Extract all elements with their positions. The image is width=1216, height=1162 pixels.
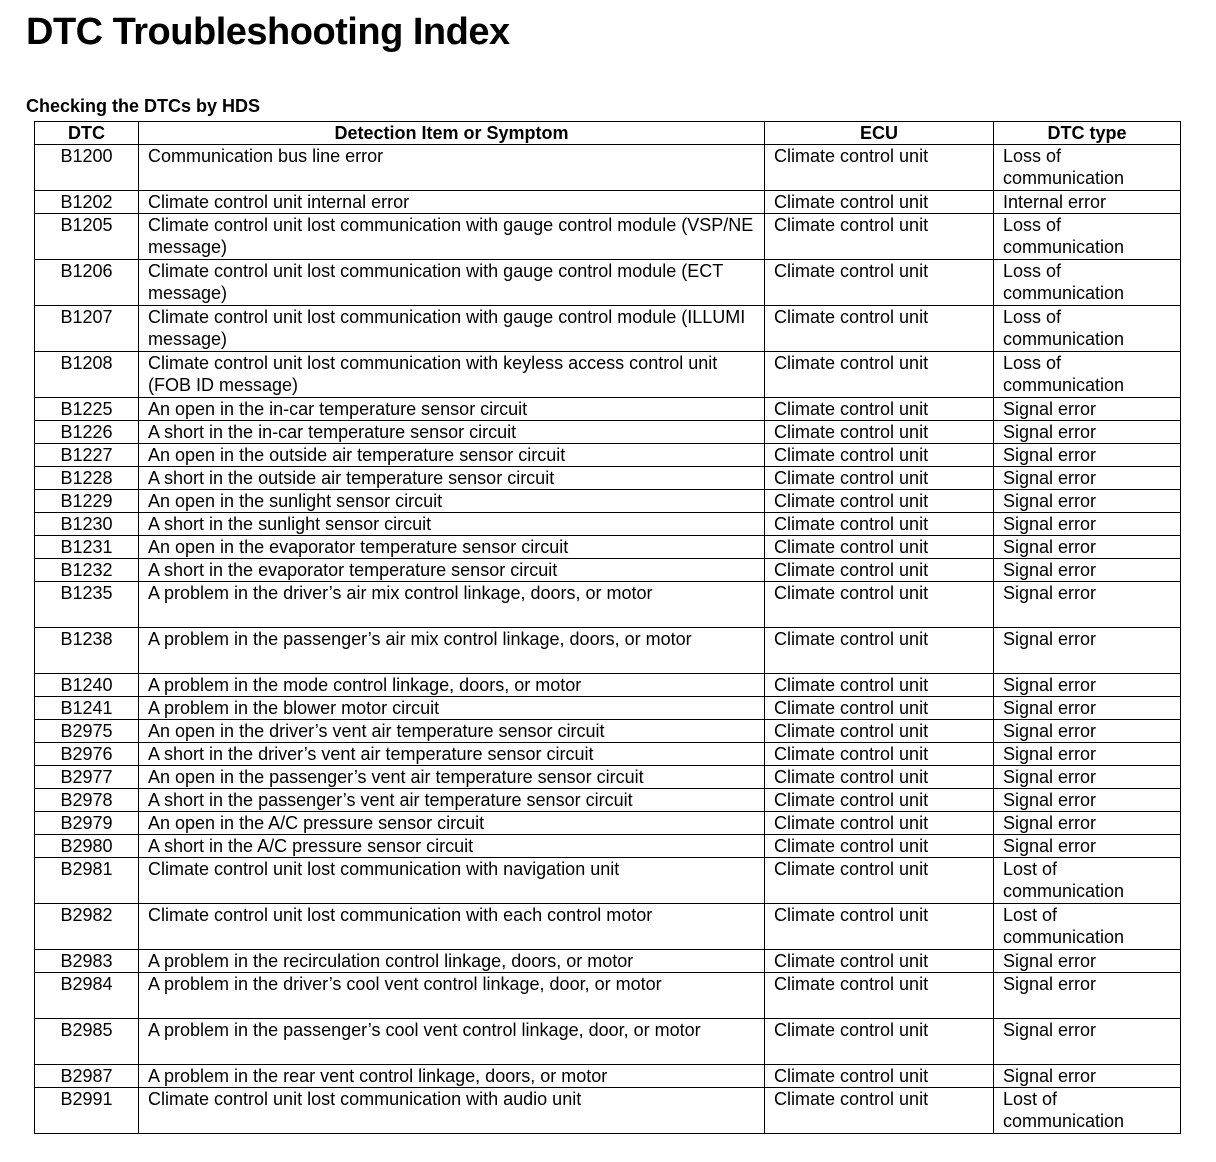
ecu-name: Climate control unit <box>765 1019 994 1065</box>
dtc-code: B1230 <box>35 513 139 536</box>
dtc-type: Signal error <box>994 513 1181 536</box>
ecu-name: Climate control unit <box>765 214 994 260</box>
detection-item: A problem in the recirculation control linkage, doors, or motor <box>139 950 765 973</box>
ecu-name: Climate control unit <box>765 628 994 674</box>
dtc-code: B1202 <box>35 191 139 214</box>
dtc-code: B2978 <box>35 789 139 812</box>
dtc-type: Loss of communication <box>994 214 1181 260</box>
detection-item: Climate control unit lost communication with each control motor <box>139 904 765 950</box>
ecu-name: Climate control unit <box>765 421 994 444</box>
ecu-name: Climate control unit <box>765 697 994 720</box>
ecu-name: Climate control unit <box>765 145 994 191</box>
dtc-code: B1226 <box>35 421 139 444</box>
dtc-type: Signal error <box>994 1019 1181 1065</box>
table-row <box>35 1088 1181 1134</box>
dtc-code: B1225 <box>35 398 139 421</box>
table-row <box>35 260 1181 306</box>
table-row <box>35 145 1181 191</box>
ecu-name: Climate control unit <box>765 1088 994 1134</box>
dtc-code: B2976 <box>35 743 139 766</box>
dtc-code: B2987 <box>35 1065 139 1088</box>
dtc-type: Signal error <box>994 789 1181 812</box>
dtc-type: Signal error <box>994 490 1181 513</box>
dtc-code: B2980 <box>35 835 139 858</box>
detection-item: An open in the A/C pressure sensor circuit <box>139 812 765 835</box>
dtc-code: B1231 <box>35 536 139 559</box>
table-row <box>35 628 1181 674</box>
dtc-type: Signal error <box>994 421 1181 444</box>
dtc-type: Loss of communication <box>994 306 1181 352</box>
detection-item: A problem in the driver’s cool vent control linkage, door, or motor <box>139 973 765 1019</box>
dtc-code: B1238 <box>35 628 139 674</box>
ecu-name: Climate control unit <box>765 398 994 421</box>
dtc-code: B2979 <box>35 812 139 835</box>
table-row <box>35 973 1181 1019</box>
table-header-row <box>35 122 1181 145</box>
dtc-type: Signal error <box>994 812 1181 835</box>
table-row <box>35 674 1181 697</box>
ecu-name: Climate control unit <box>765 513 994 536</box>
ecu-name: Climate control unit <box>765 674 994 697</box>
ecu-name: Climate control unit <box>765 973 994 1019</box>
dtc-table <box>34 121 1181 1134</box>
table-row <box>35 467 1181 490</box>
detection-item: A problem in the passenger’s cool vent control linkage, door, or motor <box>139 1019 765 1065</box>
dtc-code: B1241 <box>35 697 139 720</box>
detection-item: An open in the in-car temperature sensor circuit <box>139 398 765 421</box>
dtc-code: B1205 <box>35 214 139 260</box>
table-row <box>35 1065 1181 1088</box>
table-row <box>35 904 1181 950</box>
dtc-type: Signal error <box>994 950 1181 973</box>
detection-item: A problem in the mode control linkage, doors, or motor <box>139 674 765 697</box>
detection-item: An open in the sunlight sensor circuit <box>139 490 765 513</box>
dtc-type: Lost of communication <box>994 1088 1181 1134</box>
detection-item: A short in the evaporator temperature sensor circuit <box>139 559 765 582</box>
ecu-name: Climate control unit <box>765 444 994 467</box>
table-row <box>35 191 1181 214</box>
table-row <box>35 858 1181 904</box>
detection-item: An open in the evaporator temperature sensor circuit <box>139 536 765 559</box>
ecu-name: Climate control unit <box>765 260 994 306</box>
ecu-name: Climate control unit <box>765 812 994 835</box>
detection-item: Climate control unit lost communication with audio unit <box>139 1088 765 1134</box>
detection-item: A short in the A/C pressure sensor circuit <box>139 835 765 858</box>
col-header-type: DTC type <box>994 122 1181 145</box>
dtc-code: B1240 <box>35 674 139 697</box>
col-header-detection: Detection Item or Symptom <box>139 122 765 145</box>
dtc-code: B1227 <box>35 444 139 467</box>
dtc-type: Internal error <box>994 191 1181 214</box>
table-row <box>35 766 1181 789</box>
dtc-type: Signal error <box>994 720 1181 743</box>
detection-item: Climate control unit lost communication with navigation unit <box>139 858 765 904</box>
dtc-code: B2982 <box>35 904 139 950</box>
page-title: DTC Troubleshooting Index <box>26 11 510 53</box>
dtc-type: Signal error <box>994 973 1181 1019</box>
table-row <box>35 513 1181 536</box>
dtc-code: B1206 <box>35 260 139 306</box>
ecu-name: Climate control unit <box>765 720 994 743</box>
dtc-type: Signal error <box>994 582 1181 628</box>
detection-item: A problem in the blower motor circuit <box>139 697 765 720</box>
col-header-dtc: DTC <box>35 122 139 145</box>
detection-item: Climate control unit internal error <box>139 191 765 214</box>
table-row <box>35 444 1181 467</box>
dtc-type: Loss of communication <box>994 352 1181 398</box>
ecu-name: Climate control unit <box>765 904 994 950</box>
detection-item: An open in the passenger’s vent air temperature sensor circuit <box>139 766 765 789</box>
ecu-name: Climate control unit <box>765 536 994 559</box>
dtc-type: Lost of communication <box>994 904 1181 950</box>
dtc-code: B1232 <box>35 559 139 582</box>
table-row <box>35 812 1181 835</box>
dtc-code: B2985 <box>35 1019 139 1065</box>
dtc-type: Signal error <box>994 628 1181 674</box>
ecu-name: Climate control unit <box>765 766 994 789</box>
detection-item: A short in the passenger’s vent air temperature sensor circuit <box>139 789 765 812</box>
dtc-type: Signal error <box>994 559 1181 582</box>
dtc-code: B1235 <box>35 582 139 628</box>
dtc-code: B2981 <box>35 858 139 904</box>
table-row <box>35 835 1181 858</box>
dtc-type: Signal error <box>994 743 1181 766</box>
dtc-code: B2991 <box>35 1088 139 1134</box>
dtc-code: B1229 <box>35 490 139 513</box>
table-row <box>35 421 1181 444</box>
dtc-type: Signal error <box>994 835 1181 858</box>
table-row <box>35 490 1181 513</box>
dtc-type: Signal error <box>994 697 1181 720</box>
dtc-type: Signal error <box>994 1065 1181 1088</box>
ecu-name: Climate control unit <box>765 467 994 490</box>
ecu-name: Climate control unit <box>765 789 994 812</box>
table-row <box>35 720 1181 743</box>
table-row <box>35 1019 1181 1065</box>
table-row <box>35 398 1181 421</box>
table-row <box>35 352 1181 398</box>
detection-item: An open in the outside air temperature sensor circuit <box>139 444 765 467</box>
ecu-name: Climate control unit <box>765 490 994 513</box>
dtc-code: B2977 <box>35 766 139 789</box>
detection-item: A problem in the passenger’s air mix control linkage, doors, or motor <box>139 628 765 674</box>
detection-item: An open in the driver’s vent air temperature sensor circuit <box>139 720 765 743</box>
table-row <box>35 743 1181 766</box>
ecu-name: Climate control unit <box>765 352 994 398</box>
ecu-name: Climate control unit <box>765 559 994 582</box>
table-row <box>35 536 1181 559</box>
dtc-type: Signal error <box>994 398 1181 421</box>
section-subtitle: Checking the DTCs by HDS <box>26 96 261 116</box>
dtc-code: B2975 <box>35 720 139 743</box>
table-row <box>35 559 1181 582</box>
table-row <box>35 582 1181 628</box>
detection-item: Climate control unit lost communication with gauge control module (ECT message) <box>139 260 765 306</box>
table-row <box>35 214 1181 260</box>
dtc-type: Signal error <box>994 674 1181 697</box>
ecu-name: Climate control unit <box>765 743 994 766</box>
col-header-ecu: ECU <box>765 122 994 145</box>
detection-item: A short in the in-car temperature sensor circuit <box>139 421 765 444</box>
detection-item: Climate control unit lost communication with gauge control module (VSP/NE message) <box>139 214 765 260</box>
dtc-code: B2983 <box>35 950 139 973</box>
ecu-name: Climate control unit <box>765 191 994 214</box>
ecu-name: Climate control unit <box>765 582 994 628</box>
ecu-name: Climate control unit <box>765 858 994 904</box>
dtc-type: Signal error <box>994 536 1181 559</box>
dtc-type: Signal error <box>994 467 1181 490</box>
detection-item: Communication bus line error <box>139 145 765 191</box>
ecu-name: Climate control unit <box>765 835 994 858</box>
detection-item: A short in the outside air temperature sensor circuit <box>139 467 765 490</box>
dtc-type: Signal error <box>994 444 1181 467</box>
ecu-name: Climate control unit <box>765 1065 994 1088</box>
table-row <box>35 950 1181 973</box>
dtc-code: B1208 <box>35 352 139 398</box>
detection-item: A problem in the driver’s air mix control linkage, doors, or motor <box>139 582 765 628</box>
detection-item: Climate control unit lost communication with gauge control module (ILLUMI message) <box>139 306 765 352</box>
table-row <box>35 789 1181 812</box>
table-row <box>35 697 1181 720</box>
dtc-code: B1228 <box>35 467 139 490</box>
dtc-code: B2984 <box>35 973 139 1019</box>
detection-item: Climate control unit lost communication with keyless access control unit (FOB ID message) <box>139 352 765 398</box>
detection-item: A problem in the rear vent control linkage, doors, or motor <box>139 1065 765 1088</box>
dtc-type: Signal error <box>994 766 1181 789</box>
ecu-name: Climate control unit <box>765 950 994 973</box>
table-row <box>35 306 1181 352</box>
dtc-type: Lost of communication <box>994 858 1181 904</box>
dtc-type: Loss of communication <box>994 145 1181 191</box>
detection-item: A short in the driver’s vent air temperature sensor circuit <box>139 743 765 766</box>
dtc-code: B1200 <box>35 145 139 191</box>
detection-item: A short in the sunlight sensor circuit <box>139 513 765 536</box>
dtc-type: Loss of communication <box>994 260 1181 306</box>
ecu-name: Climate control unit <box>765 306 994 352</box>
dtc-code: B1207 <box>35 306 139 352</box>
